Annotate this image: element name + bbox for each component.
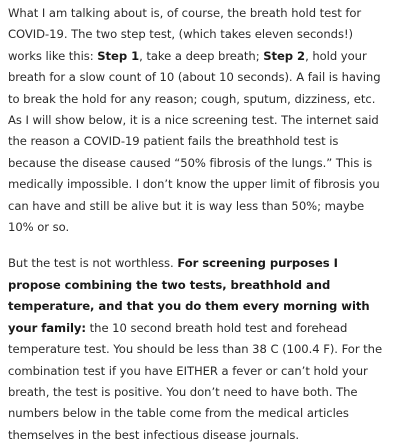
text-segment: , take a deep breath;: [139, 48, 264, 63]
text-segment: What I am talking about is, of course, the breath hold test for COVID-19. The two step test, (which takes eleven seconds!) works like this:: [8, 6, 362, 63]
bold-screening-proposal: For screening purposes I propose combining the two tests, breathhold and temperature, and that you do them every morning with your family:: [8, 256, 370, 335]
paragraph-combination-test: [8, 253, 390, 446]
text-segment: the 10 second breath hold test and forehead temperature test. You should be less than 38 C (100.4 F). For the combination test if you have EITHER a fever or can’t hold your breath, the test is positive. You don’t need to have both. The numbers below in the table come from the medical articles themselves in the best infectious disease journals.: [8, 320, 383, 442]
paragraph-breath-hold-test: [8, 3, 390, 238]
bold-step-2: Step 2: [263, 48, 306, 63]
text-segment: But the test is not worthless.: [8, 256, 178, 271]
text-segment: , hold your breath for a slow count of 10 (about 10 seconds). A fail is having to break the hold for any reason; cough, sputum, dizziness, etc. As I will show below, it is a nice screening test. The internet said the reason a COVID-19 patient fails the breathhold test is because the disease caused “50% fibrosis of the lungs.” This is medically impossible. I don’t know the upper limit of fibrosis you can have and still be alive but it is way less than 50%; maybe 10% or so.: [8, 48, 381, 235]
article-body: [0, 3, 400, 442]
bold-step-1: Step 1: [97, 48, 140, 63]
